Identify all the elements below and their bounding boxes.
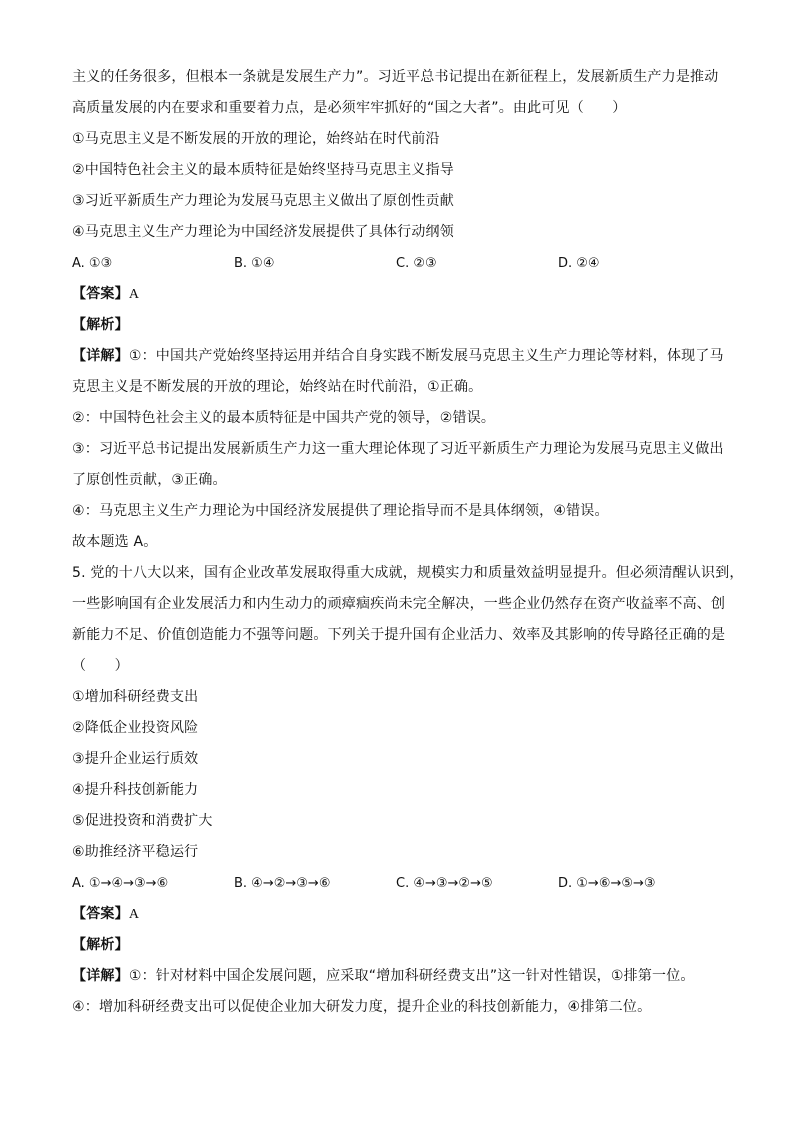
analysis-tag: 【解析】: [72, 937, 129, 953]
q5-stem-line: 新能力不足、价值创造能力不强等问题。下列关于提升国有企业活力、效率及其影响的传导路径正确的是: [72, 627, 726, 643]
q5-stem-line: （ ）: [72, 658, 129, 674]
q5-answer: [72, 899, 722, 930]
q4-stem-line: 主义的任务很多，但根本一条就是发展生产力”。习近平总书记提出在新征程上，发展新质生产力是推动: [72, 69, 719, 85]
q4-detail-line: 克思主义是不断发展的开放的理论，始终站在时代前沿，①正确。: [72, 379, 483, 395]
q4-detail-line: [72, 341, 722, 372]
q4-detail-line: ③：习近平总书记提出发展新质生产力这一重大理论体现了习近平新质生产力理论为发展马克思主义做出: [72, 441, 724, 457]
q5-option-c: C. ④→③→②→⑤: [396, 876, 493, 891]
detail-tag: 【详解】: [72, 348, 129, 364]
q4-statement: ④马克思主义生产力理论为中国经济发展提供了具体行动纲领: [72, 224, 454, 240]
q4-stem-line: 高质量发展的内在要求和重要着力点，是必须牢牢抓好的“国之大者”。由此可见（ ）: [72, 100, 627, 116]
q4-detail-line: ②：中国特色社会主义的最本质特征是中国共产党的领导，②错误。: [72, 410, 496, 426]
q4-analysis: [72, 310, 722, 341]
q5-statement: ④提升科技创新能力: [72, 782, 199, 798]
q5-stem-line: 5. 党的十八大以来，国有企业改革发展取得重大成就，规模实力和质量效益明显提升。但必须清醒认识到，: [72, 565, 744, 581]
analysis-tag: 【解析】: [72, 317, 129, 333]
detail-tag: 【详解】: [72, 968, 129, 984]
q4-statement: ③习近平新质生产力理论为发展马克思主义做出了原创性贡献: [72, 193, 454, 209]
detail-text: ①：中国共产党始终坚持运用并结合自身实践不断发展马克思主义生产力理论等材料，体现了马: [128, 348, 724, 364]
q4-answer: [72, 279, 722, 310]
q4-option-a: A. ①③: [72, 256, 113, 271]
q4-statement: ②中国特色社会主义的最本质特征是始终坚持马克思主义指导: [72, 162, 454, 178]
answer-value: A: [128, 287, 140, 302]
q5-statement: ⑥助推经济平稳运行: [72, 844, 199, 860]
detail-text: ①：针对材料中国企发展问题，应采取“增加科研经费支出”这一针对性错误，①排第一位。: [128, 968, 695, 984]
q4-option-d: D. ②④: [558, 256, 600, 271]
q4-detail-line: ④：马克思主义生产力理论为中国经济发展提供了理论指导而不是具体纲领，④错误。: [72, 503, 609, 519]
document-page: [72, 62, 744, 1023]
q4-options: [72, 248, 722, 279]
q5-option-d: D. ①→⑥→⑤→③: [558, 876, 656, 891]
q5-statement: ③提升企业运行质效: [72, 751, 199, 767]
answer-tag: 【答案】: [72, 906, 129, 922]
answer-value: A: [128, 907, 140, 922]
q5-detail-line: ④：增加科研经费支出可以促使企业加大研发力度，提升企业的科技创新能力，④排第二位。: [72, 999, 652, 1015]
answer-tag: 【答案】: [72, 286, 129, 302]
q5-analysis: [72, 930, 722, 961]
q4-option-b: B. ①④: [234, 256, 275, 271]
q5-option-a: A. ①→④→③→⑥: [72, 876, 169, 891]
q4-statement: ①马克思主义是不断发展的开放的理论，始终站在时代前沿: [72, 131, 440, 147]
q5-detail-line: [72, 961, 722, 992]
q4-option-c: C. ②③: [396, 256, 437, 271]
q5-statement: ②降低企业投资风险: [72, 720, 199, 736]
q4-detail-line: 了原创性贡献，③正确。: [72, 472, 227, 488]
q5-statement: ⑤促进投资和消费扩大: [72, 813, 213, 829]
q5-options: [72, 868, 722, 899]
q5-option-b: B. ④→②→③→⑥: [234, 876, 331, 891]
q4-conclusion: 故本题选 A。: [72, 534, 158, 550]
q5-statement: ①增加科研经费支出: [72, 689, 199, 705]
q5-stem-line: 一些影响国有企业发展活力和内生动力的顽瘴痼疾尚未完全解决，一些企业仍然存在资产收益率不高、创: [72, 596, 726, 612]
